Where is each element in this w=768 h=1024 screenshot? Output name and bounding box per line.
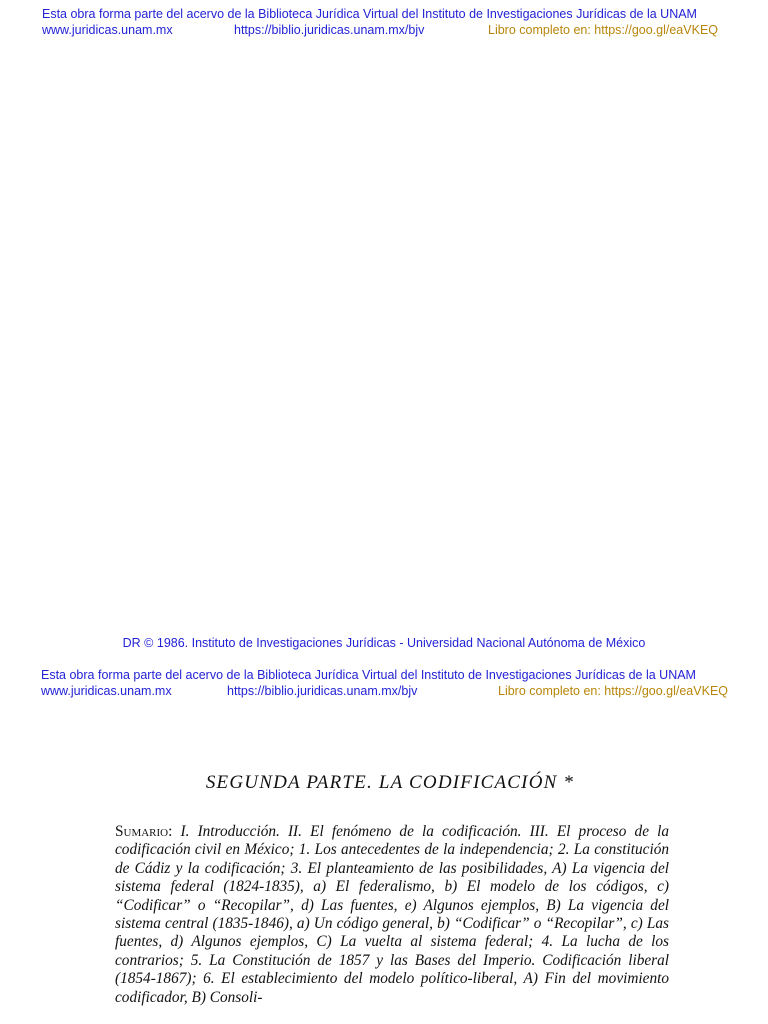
bjv-link[interactable]: https://biblio.juridicas.unam.mx/bjv	[227, 684, 418, 698]
copyright-notice: DR © 1986. Instituto de Investigaciones Jurídicas - Universidad Nacional Autónoma de México	[122, 636, 646, 650]
summary-paragraph	[115, 823, 669, 1007]
library-notice-text: Esta obra forma parte del acervo de la Biblioteca Jurídica Virtual del Instituto de Investigaciones Jurídicas de la UNAM	[42, 7, 697, 21]
library-links-row	[42, 22, 726, 38]
section-title: SEGUNDA PARTE. LA CODIFICACIÓN *	[205, 772, 575, 793]
bjv-link[interactable]: https://biblio.juridicas.unam.mx/bjv	[234, 23, 425, 37]
juridicas-site-link[interactable]: www.juridicas.unam.mx	[41, 684, 172, 698]
library-header-second	[41, 667, 727, 699]
library-notice-text: Esta obra forma parte del acervo de la Biblioteca Jurídica Virtual del Instituto de Investigaciones Jurídicas de la UNAM	[41, 668, 696, 682]
juridicas-site-link[interactable]: www.juridicas.unam.mx	[42, 23, 173, 37]
summary-label: Sumario:	[115, 823, 173, 840]
full-book-link[interactable]: Libro completo en: https://goo.gl/eaVKEQ	[488, 23, 718, 37]
full-book-link[interactable]: Libro completo en: https://goo.gl/eaVKEQ	[498, 684, 728, 698]
summary-text: I. Introducción. II. El fenómeno de la codificación. III. El proceso de la codificación civil en México; 1. Los antecedentes de la independencia; 2. La constitución de Cádiz y la codificación; 3. El planteamiento de las posibilidades, A) La vigencia del sistema federal (1824-1835), a) El federalismo, b) El modelo de los códigos, c) “Codificar” o “Recopilar”, d) Las fuentes, e) Algunos ejemplos, B) La vigencia del sistema central (1835-1846), a) Un código general, b) “Codificar” o “Recopilar”, c) Las fuentes, d) Algunos ejemplos, C) La vuelta al sistema federal; 4. La lucha de los contrarios; 5. La Constitución de 1857 y las Bases del Imperio. Codificación liberal (1854-1867); 6. El establecimiento del modelo político-liberal, A) Fin del movimiento codificador, B) Consoli-	[115, 823, 670, 1006]
library-header-top	[42, 6, 726, 38]
library-links-row	[41, 683, 727, 699]
